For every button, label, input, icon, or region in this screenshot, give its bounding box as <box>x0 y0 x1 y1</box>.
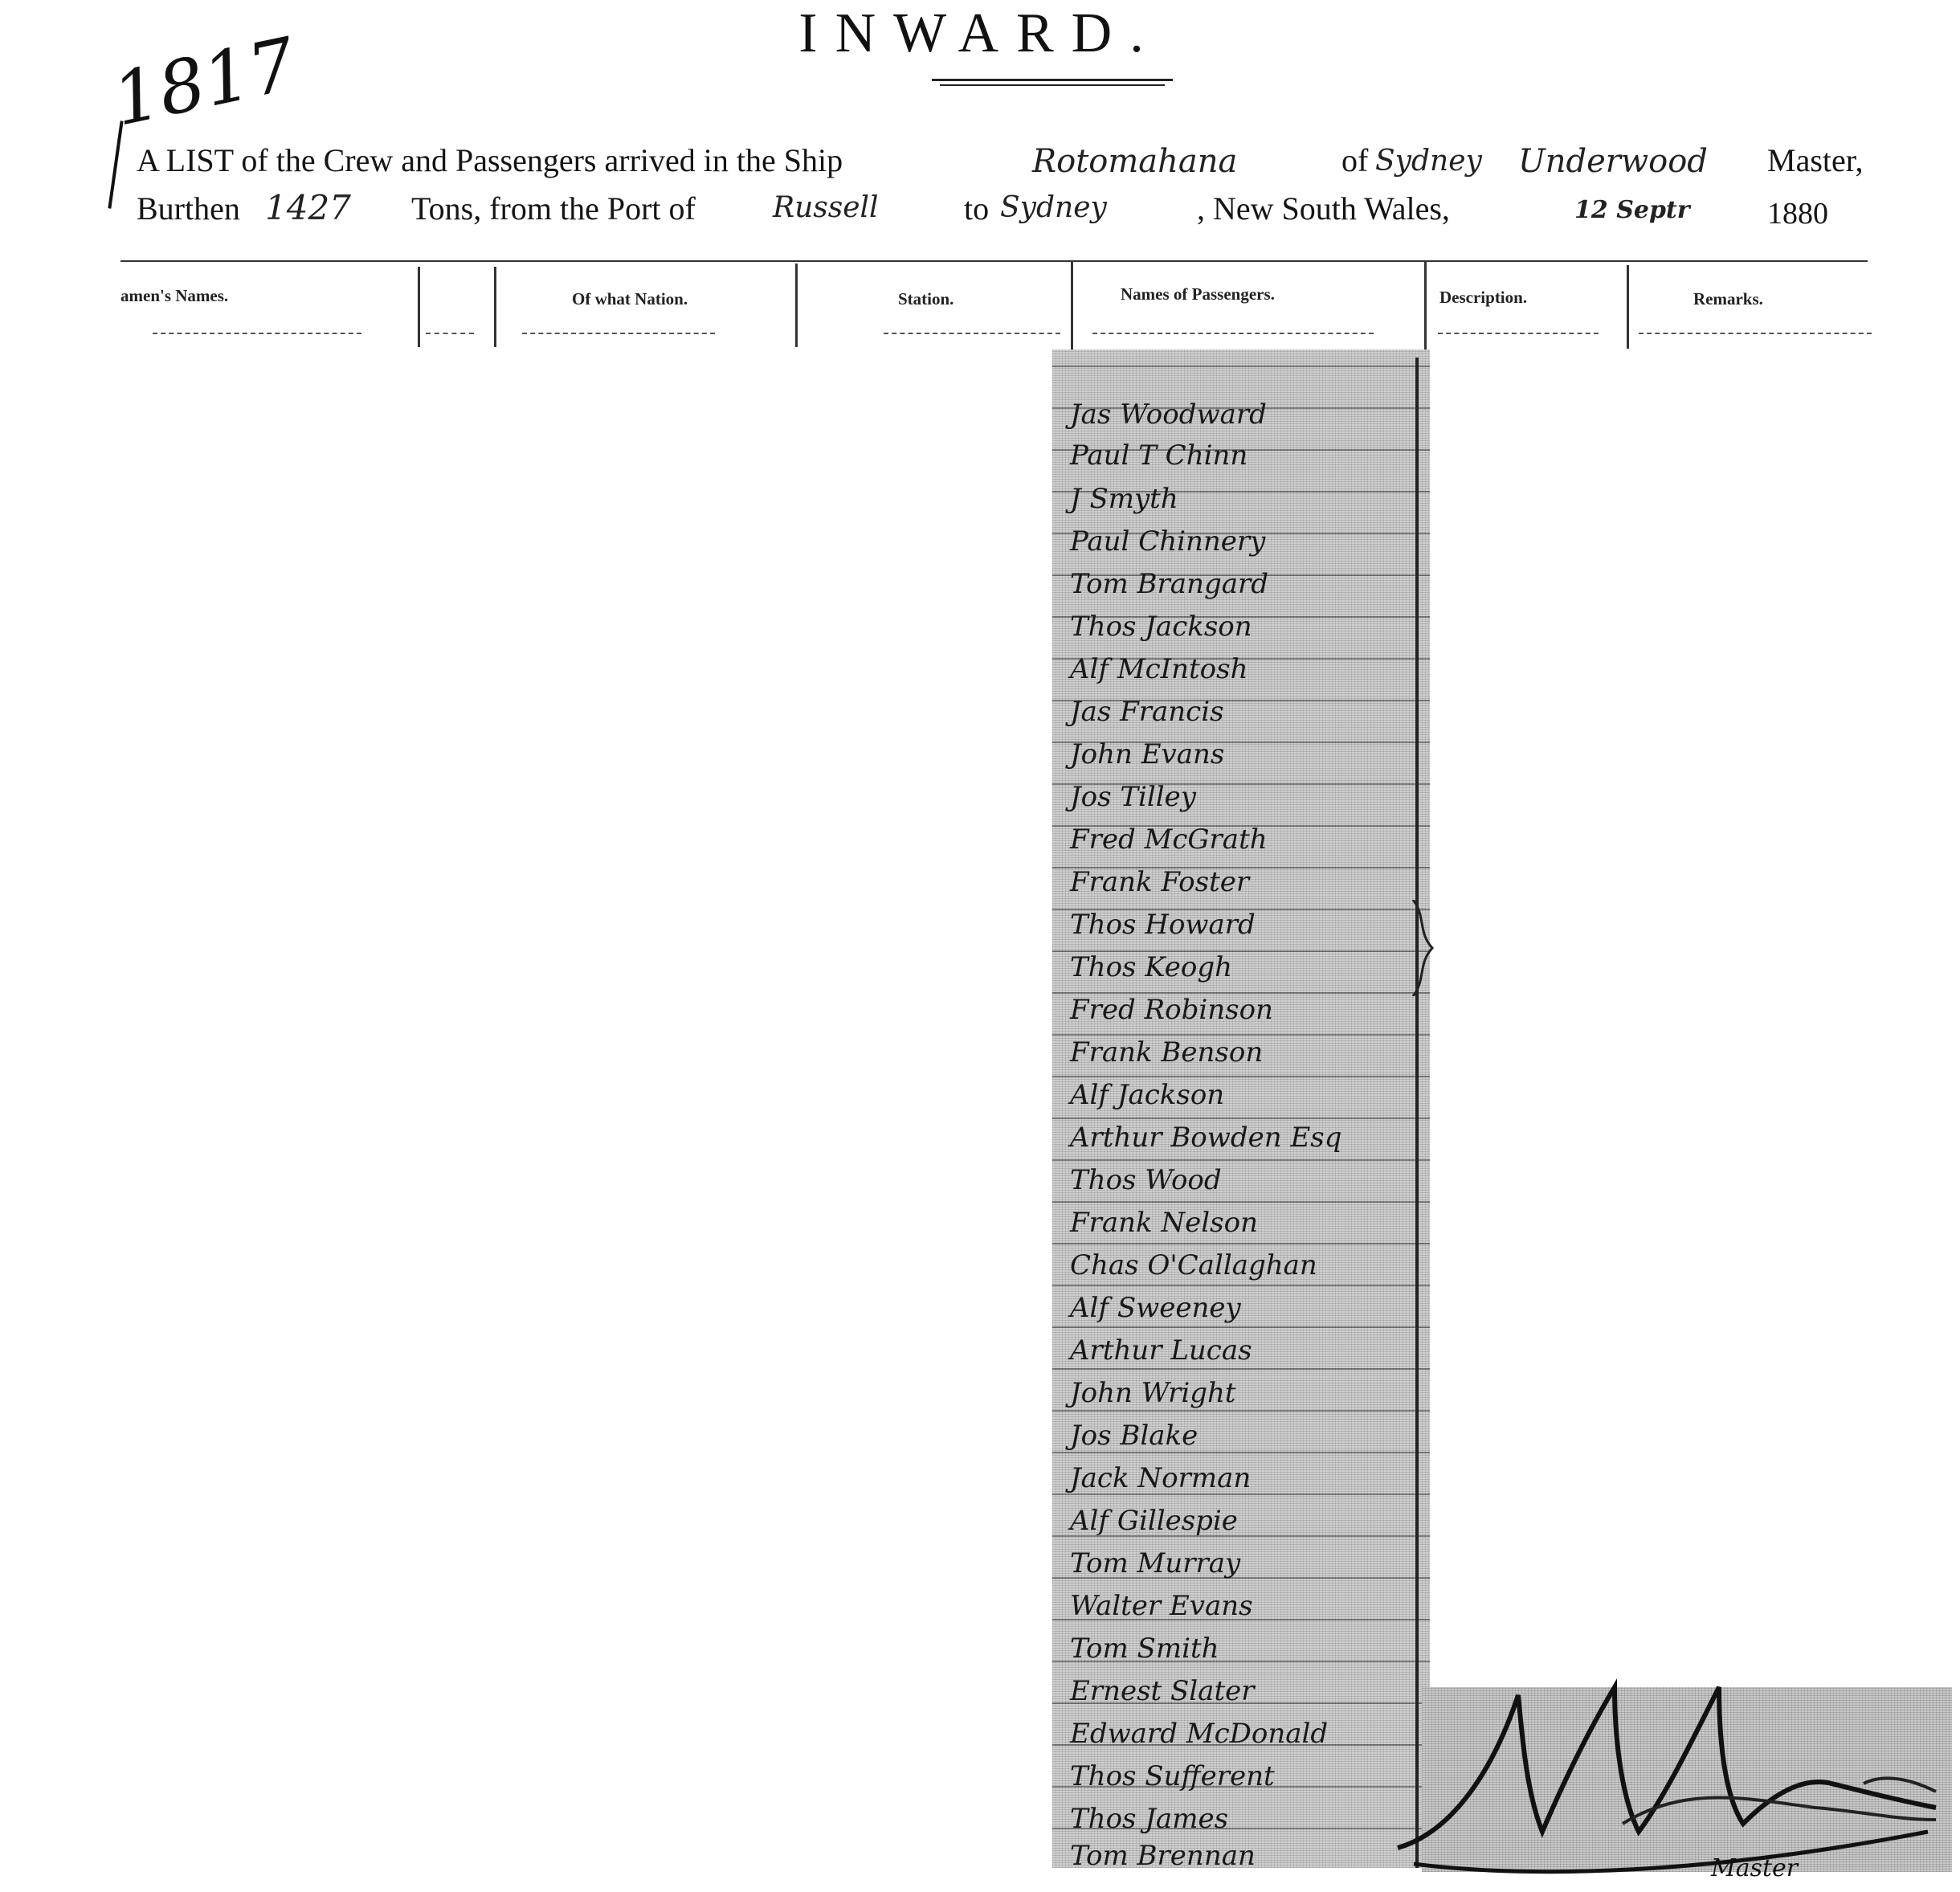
master-label: Master, <box>1767 142 1864 178</box>
col-header-description: Description. <box>1439 288 1528 307</box>
passenger-name: Alf McIntosh <box>1070 653 1248 685</box>
col-header-remarks: Remarks. <box>1693 289 1763 309</box>
passenger-name: Jas Francis <box>1070 696 1224 728</box>
col-header-nation: Of what Nation. <box>572 289 688 309</box>
passenger-name: J Smyth <box>1070 483 1178 515</box>
header-dash-3 <box>522 333 715 334</box>
header-dash-4 <box>884 333 1060 334</box>
passenger-name: Jos Tilley <box>1070 781 1196 813</box>
passenger-name: Thos Sufferent <box>1070 1760 1275 1792</box>
passenger-name: Chas O'Callaghan <box>1070 1249 1317 1281</box>
col-divider-3 <box>795 264 798 347</box>
passenger-name: Jos Blake <box>1070 1420 1198 1452</box>
master-name: Underwood <box>1518 143 1708 180</box>
header-dash-7 <box>1639 333 1872 334</box>
header-dash-2 <box>426 333 474 334</box>
tonnage: 1427 <box>265 188 351 227</box>
passenger-name: Arthur Lucas <box>1070 1334 1252 1367</box>
passenger-name: Thos Keogh <box>1070 951 1233 983</box>
col-header-passengers: Names of Passengers. <box>1121 284 1275 304</box>
arrival-year: 1880 <box>1767 197 1828 231</box>
passenger-name: Fred McGrath <box>1070 823 1268 856</box>
passenger-name: Thos Jackson <box>1070 611 1252 643</box>
passenger-name: Edward McDonald <box>1070 1718 1329 1750</box>
arrival-date: 12 Septr <box>1574 196 1690 224</box>
page-title: INWARD. <box>798 2 1162 64</box>
nsw-label: , New South Wales, <box>1197 190 1450 227</box>
brace-mark <box>1410 900 1442 996</box>
passenger-name: Tom Brennan <box>1070 1840 1256 1872</box>
col-divider-2 <box>494 267 496 347</box>
passenger-name: Jas Woodward <box>1070 398 1267 431</box>
header-dash-5 <box>1092 333 1374 334</box>
to-label: to <box>964 190 990 227</box>
passenger-name: Alf Sweeney <box>1070 1292 1241 1324</box>
col-header-seamen: amen's Names. <box>120 286 229 305</box>
col-divider-6 <box>1627 265 1629 349</box>
passenger-name: John Evans <box>1070 738 1225 770</box>
passenger-name: Arthur Bowden Esq <box>1070 1122 1342 1154</box>
to-port: Sydney <box>1000 191 1107 224</box>
folio-bracket <box>108 121 123 208</box>
table-top-rule <box>120 260 1868 262</box>
passenger-name: Frank Benson <box>1070 1036 1264 1069</box>
col-header-station: Station. <box>898 289 954 309</box>
title-underline <box>932 79 1173 81</box>
passenger-name: Frank Nelson <box>1070 1207 1258 1239</box>
passenger-name: Fred Robinson <box>1070 994 1273 1026</box>
passenger-name: Tom Murray <box>1070 1547 1241 1579</box>
header-dash-1 <box>153 333 361 334</box>
from-port: Russell <box>773 191 879 224</box>
passenger-name: Alf Gillespie <box>1070 1505 1238 1537</box>
intro-of: of <box>1341 142 1369 178</box>
passenger-name: Tom Brangard <box>1070 568 1269 600</box>
passenger-name: Tom Smith <box>1070 1633 1219 1665</box>
home-port: Sydney <box>1375 145 1482 178</box>
passenger-name: Paul T Chinn <box>1070 439 1248 472</box>
passenger-name: Alf Jackson <box>1070 1079 1225 1111</box>
master-signature <box>1382 1639 1960 1880</box>
ship-name: Rotomahana <box>1032 143 1238 180</box>
signature-subscript: Master <box>1711 1854 1799 1882</box>
passenger-name: Walter Evans <box>1070 1590 1253 1622</box>
passenger-name: Thos Wood <box>1070 1164 1222 1196</box>
passenger-name: Paul Chinnery <box>1070 525 1266 558</box>
passenger-name: John Wright <box>1070 1377 1236 1409</box>
intro-text-1: A LIST of the Crew and Passengers arrived in the Ship <box>137 142 843 178</box>
title-underline-2 <box>940 84 1165 86</box>
passenger-name: Frank Foster <box>1070 866 1250 898</box>
tons-label: Tons, from the Port of <box>411 190 696 227</box>
passenger-name: Thos James <box>1070 1803 1229 1835</box>
col-divider-5 <box>1424 262 1427 350</box>
folio-number: 1817 <box>105 22 304 143</box>
burthen-label: Burthen <box>137 190 240 227</box>
col-divider-1 <box>418 267 420 347</box>
passenger-name: Thos Howard <box>1070 909 1256 941</box>
col-divider-4 <box>1071 262 1073 350</box>
passenger-name: Jack Norman <box>1070 1462 1252 1494</box>
passenger-name: Ernest Slater <box>1070 1675 1255 1707</box>
header-dash-6 <box>1438 333 1599 334</box>
